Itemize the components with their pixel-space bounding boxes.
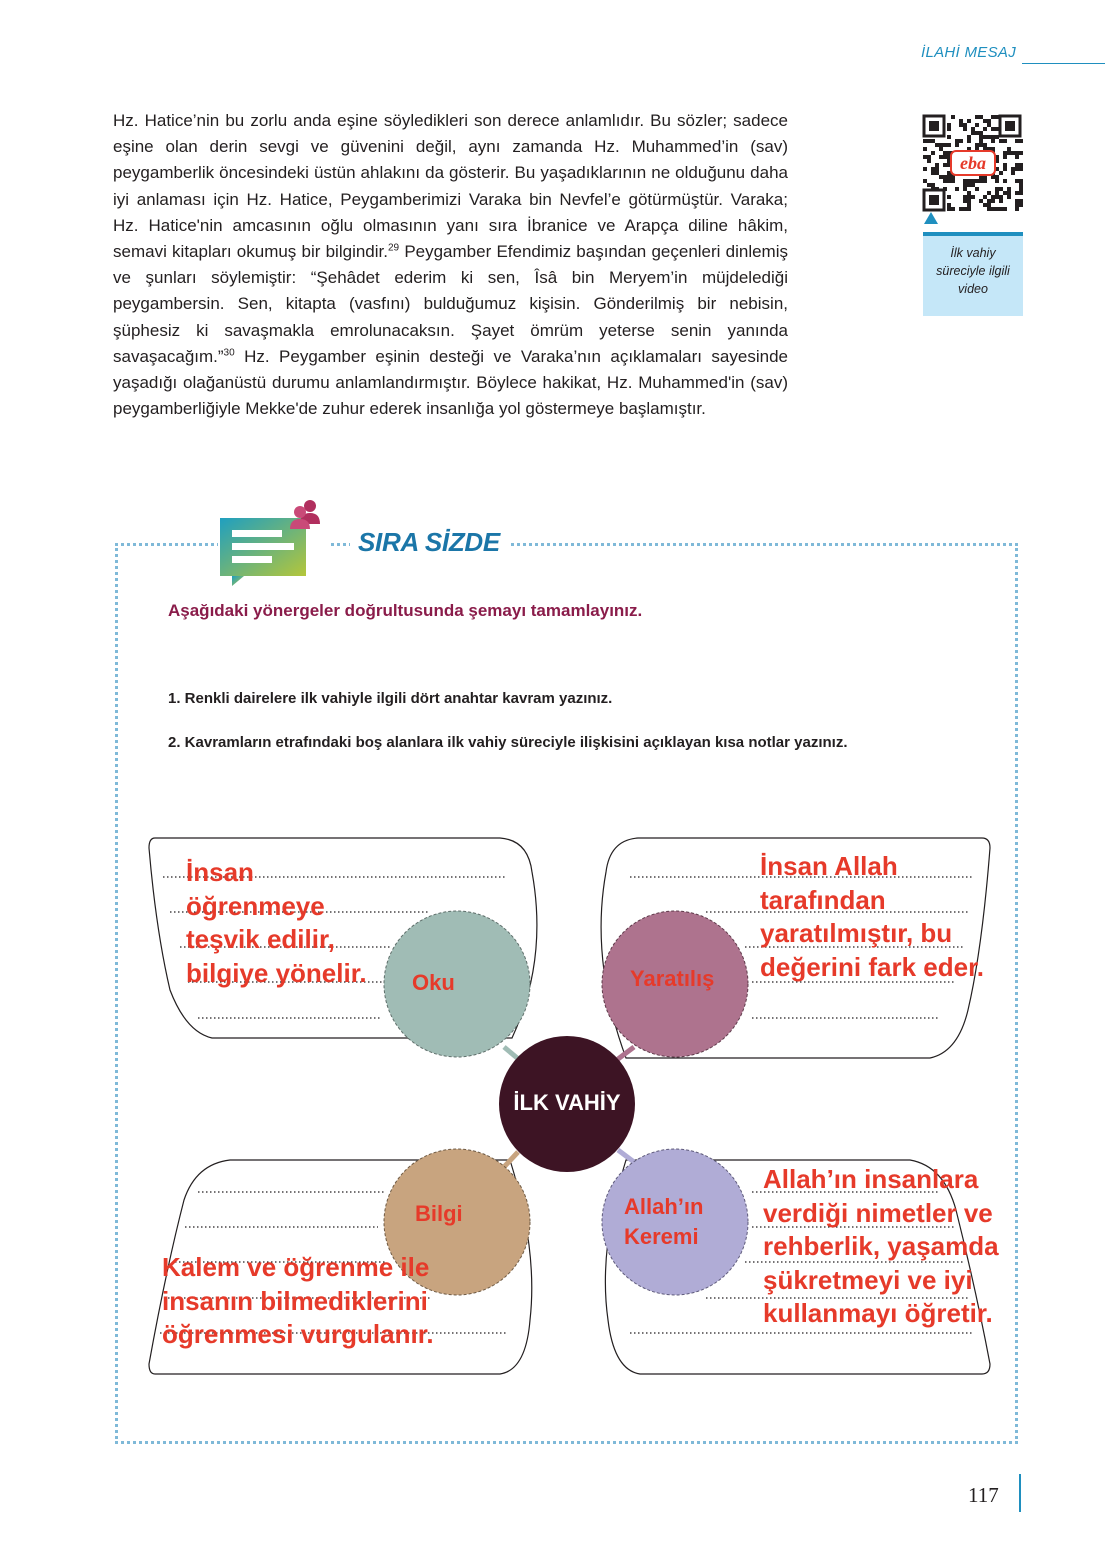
answer-line: verdiği nimetler ve (763, 1197, 993, 1228)
page-number-rule (1019, 1474, 1021, 1512)
instruction-1: 1. Renkli dairelere ilk vahiyle ilgili dört anahtar kavram yazınız. (168, 690, 613, 707)
answer-top-right (760, 850, 984, 984)
answer-line: Kalem ve öğrenme ile (162, 1252, 430, 1282)
page-number: 117 (968, 1483, 999, 1507)
paragraph-text-part2: Peygamber Efendimiz başından geçenleri dinlemiş ve şunları söylemiştir: “Şehâdet ederim ki sen, Îsâ bin Meryem’in müjdelediği peygambersin. Sen, kitapta (vasfını) bulduğumuz kişisin. Gönderilmiş bir nebisin, şüphesiz ki savaşmakla emrolunacaksın. Şayet ömrüm yeterse senin yanında savaşacağım.” (113, 242, 788, 366)
activity-subtitle: Aşağıdaki yönergeler doğrultusunda şemayı tamamlayınız. (168, 601, 643, 620)
answer-line: kullanmayı öğretir. (763, 1298, 993, 1328)
answer-line: bilgiye yönelir. (186, 957, 367, 988)
footnote-ref-30: 30 (223, 347, 235, 359)
concept-label-line: Allah’ın (624, 1194, 704, 1219)
answer-top-left (186, 856, 367, 990)
paragraph-text-part3: Hz. Peygamber eşinin desteği ve Varaka’nın açıklamaları sayesinde yaşadığı olağanüstü durumu anlamlandırmıştır. Böylece hakikat, Hz. Muhammed'in (sav) peygamberliğiyle Mekke'de zuhur ederek insanlığa yol göstermeye başlamıştır. (113, 346, 788, 419)
concept-label-line: Keremi (624, 1224, 699, 1249)
center-label: İLK VAHİY (513, 1090, 621, 1115)
answer-line: İnsan Allah (760, 851, 898, 881)
qr-caption-line: video (958, 282, 988, 296)
answer-line: Allah’ın insanlara (763, 1164, 979, 1194)
concept-label-bilgi: Bilgi (415, 1201, 463, 1226)
answer-line: şükretmeyi ve iyi (763, 1264, 973, 1295)
qr-caption-line: İlk vahiy (950, 246, 996, 260)
answer-bottom-left (162, 1251, 434, 1352)
eba-logo-text: eba (960, 153, 986, 173)
answer-line: tarafından (760, 884, 886, 915)
paragraph-text-part1: Hz. Hatice’nin bu zorlu anda eşine söyledikleri son derece anlamlıdır. Bu sözler; sadece eşine olan derin sevgi ve güvenini değil, aynı zamanda Hz. Muhammed’in (sav) peygamberlik öncesindeki üstün ahlakını da gösterir. Bu yaşadıklarının ne olduğunu daha iyi anlaması için Hz. Hatice, Peygamberimizi Varaka bin Nevfel’e götürmüştür. Varaka; Hz. Hatice'nin amcasının oğlu olmasının yanı sıra İbranice ve Arapça diline hâkim, semavi kitapları okumuş bir bilgindir. (113, 111, 788, 262)
footnote-ref-29: 29 (387, 242, 400, 254)
answer-line: öğrenmesi vurgulanır. (162, 1319, 434, 1349)
answer-line: öğrenmeye (186, 890, 325, 921)
running-header: İLAHİ MESAJ (921, 44, 1016, 61)
activity-title: SIRA SİZDE (350, 527, 508, 558)
concept-circle-oku[interactable] (384, 911, 530, 1057)
concept-label-allahin-keremi (624, 1192, 703, 1252)
concept-label-yaratilis: Yaratılış (630, 966, 715, 991)
answer-line: rehberlik, yaşamda (763, 1231, 999, 1261)
answer-line: insanın bilmediklerini (162, 1285, 428, 1316)
concept-label-oku: Oku (412, 970, 455, 995)
answer-line: yaratılmıştır, bu (760, 918, 953, 948)
qr-caption-line: süreciyle ilgili (936, 264, 1010, 278)
answer-line: İnsan (186, 857, 254, 887)
answer-line: değerini fark eder. (760, 951, 984, 982)
answer-bottom-right (763, 1163, 999, 1331)
instruction-2: 2. Kavramların etrafındaki boş alanlara ilk vahiy süreciyle ilişkisini açıklayan kısa notlar yazınız. (168, 734, 848, 751)
answer-line: teşvik edilir, (186, 924, 335, 954)
